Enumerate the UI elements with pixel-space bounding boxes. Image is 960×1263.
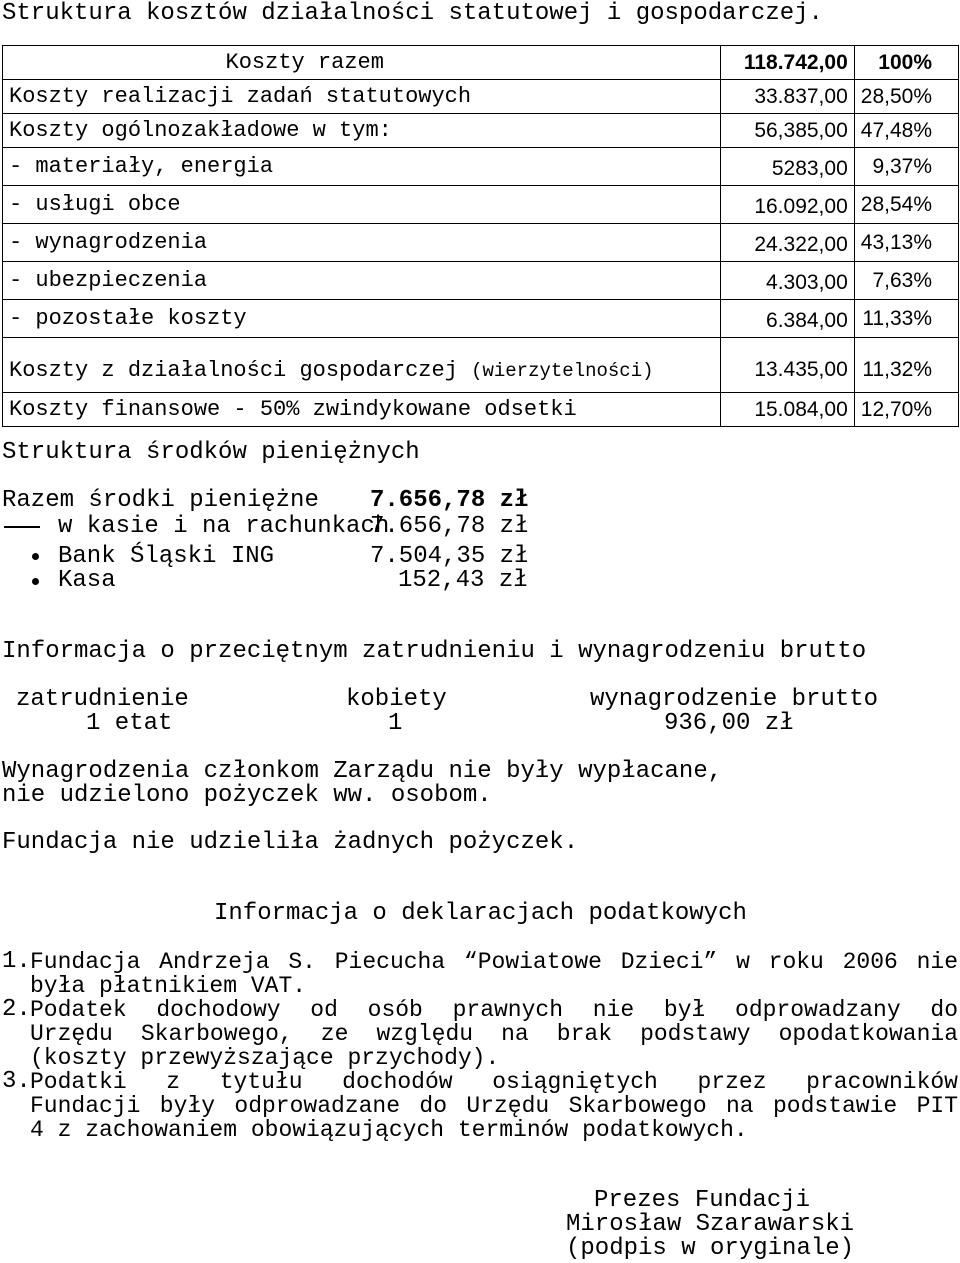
table-row	[3, 338, 959, 393]
row-amount: 6.384,00	[721, 300, 854, 338]
cost-structure-title: Struktura kosztów działalności statutowej i gospodarczej.	[2, 0, 823, 27]
table-row	[3, 300, 959, 338]
row-label: Koszty ogólnozakładowe w tym:	[3, 114, 721, 148]
cost-table	[2, 45, 959, 427]
employment-title: Informacja o przeciętnym zatrudnieniu i wynagrodzeniu brutto	[2, 638, 867, 665]
tax-item-line: Podatki z tytułu dochodów osiągniętych przez pracowników	[30, 1069, 958, 1095]
row-percent: 28,54%	[854, 186, 958, 224]
employment-value-salary: 936,00 zł	[664, 710, 794, 737]
row-percent: 47,48%	[854, 114, 958, 148]
row-label: - ubezpieczenia	[3, 262, 721, 300]
row-amount: 5283,00	[721, 148, 854, 186]
cash-item-value: 152,43 zł	[398, 567, 528, 594]
row-amount: 16.092,00	[721, 186, 854, 224]
row-label-note: (wierzytelności)	[471, 359, 654, 382]
row-label: - wynagrodzenia	[3, 224, 721, 262]
row-percent: 43,13%	[854, 224, 958, 262]
tax-item-line: była płatnikiem VAT.	[30, 973, 307, 999]
row-amount: 33.837,00	[721, 80, 854, 114]
board-note-line2: nie udzielono pożyczek ww. osobom.	[2, 782, 492, 809]
total-label: Koszty razem	[3, 46, 721, 80]
signature-note: (podpis w oryginale)	[566, 1235, 855, 1262]
signature-title: Prezes Fundacji	[594, 1187, 811, 1214]
row-amount: 24.322,00	[721, 224, 854, 262]
employment-value-staff: 1 etat	[86, 710, 173, 737]
row-amount: 4.303,00	[721, 262, 854, 300]
table-row	[3, 224, 959, 262]
table-row	[3, 80, 959, 114]
tax-item-number: 2.	[2, 996, 31, 1023]
signature-name: Mirosław Szarawarski	[566, 1211, 855, 1238]
tax-item-line: 4 z zachowaniem obowiązujących terminów podatkowych.	[30, 1117, 748, 1143]
employment-header-women: kobiety	[346, 686, 447, 713]
bullet-icon	[32, 578, 39, 585]
tax-item-line: (koszty przewyższające przychody).	[30, 1045, 500, 1071]
row-percent: 11,32%	[854, 338, 958, 393]
row-label: Koszty finansowe - 50% zwindykowane odsetki	[3, 393, 721, 427]
cash-item-value: 7.504,35 zł	[370, 543, 529, 570]
row-label: - materiały, energia	[3, 148, 721, 186]
row-amount: 56,385,00	[721, 114, 854, 148]
row-percent: 9,37%	[854, 148, 958, 186]
employment-header-staff: zatrudnienie	[16, 686, 189, 713]
tax-title: Informacja o deklaracjach podatkowych	[214, 900, 747, 927]
row-percent: 28,50%	[854, 80, 958, 114]
tax-item-number: 1.	[2, 948, 31, 975]
cash-item-label: Bank Śląski ING	[58, 543, 275, 570]
tax-item-number: 3.	[2, 1068, 31, 1095]
tax-item-line: Fundacja Andrzeja S. Piecucha “Powiatowe Dzieci” w roku 2006 nie	[30, 949, 958, 975]
tax-item-line: Urzędu Skarbowego, ze względu na brak podstawy opodatkowania	[30, 1021, 958, 1047]
cash-title: Struktura środków pieniężnych	[2, 439, 420, 466]
total-percent: 100%	[854, 46, 958, 80]
row-amount: 13.435,00	[721, 338, 854, 393]
table-row	[3, 393, 959, 427]
cash-sub-value: 7.656,78 zł	[370, 513, 529, 540]
row-percent: 11,33%	[854, 300, 958, 338]
cash-sub-label: w kasie i na rachunkach	[58, 513, 390, 540]
table-row	[3, 186, 959, 224]
row-label-main: Koszty z działalności gospodarczej	[9, 357, 472, 383]
bullet-icon	[32, 553, 39, 560]
table-row	[3, 114, 959, 148]
row-label: - usługi obce	[3, 186, 721, 224]
row-label: Koszty realizacji zadań statutowych	[3, 80, 721, 114]
total-amount: 118.742,00	[721, 46, 854, 80]
row-label: - pozostałe koszty	[3, 300, 721, 338]
table-row	[3, 46, 959, 80]
tax-item-line: Podatek dochodowy od osób prawnych nie był odprowadzany do	[30, 997, 958, 1023]
row-percent: 12,70%	[854, 393, 958, 427]
dash-icon	[4, 526, 40, 528]
tax-item-line: Fundacji były odprowadzane do Urzędu Skarbowego na podstawie PIT	[30, 1093, 958, 1119]
cash-total-value: 7.656,78 zł	[370, 487, 529, 514]
board-note-line1: Wynagrodzenia członkom Zarządu nie były wypłacane,	[2, 758, 723, 785]
cash-item-label: Kasa	[58, 567, 116, 594]
table-row	[3, 262, 959, 300]
cash-total-label: Razem środki pieniężne	[2, 487, 319, 514]
loans-note: Fundacja nie udzieliła żadnych pożyczek.	[2, 829, 579, 856]
employment-value-women: 1	[388, 710, 403, 737]
table-row	[3, 148, 959, 186]
row-percent: 7,63%	[854, 262, 958, 300]
row-amount: 15.084,00	[721, 393, 854, 427]
employment-header-salary: wynagrodzenie brutto	[590, 686, 879, 713]
